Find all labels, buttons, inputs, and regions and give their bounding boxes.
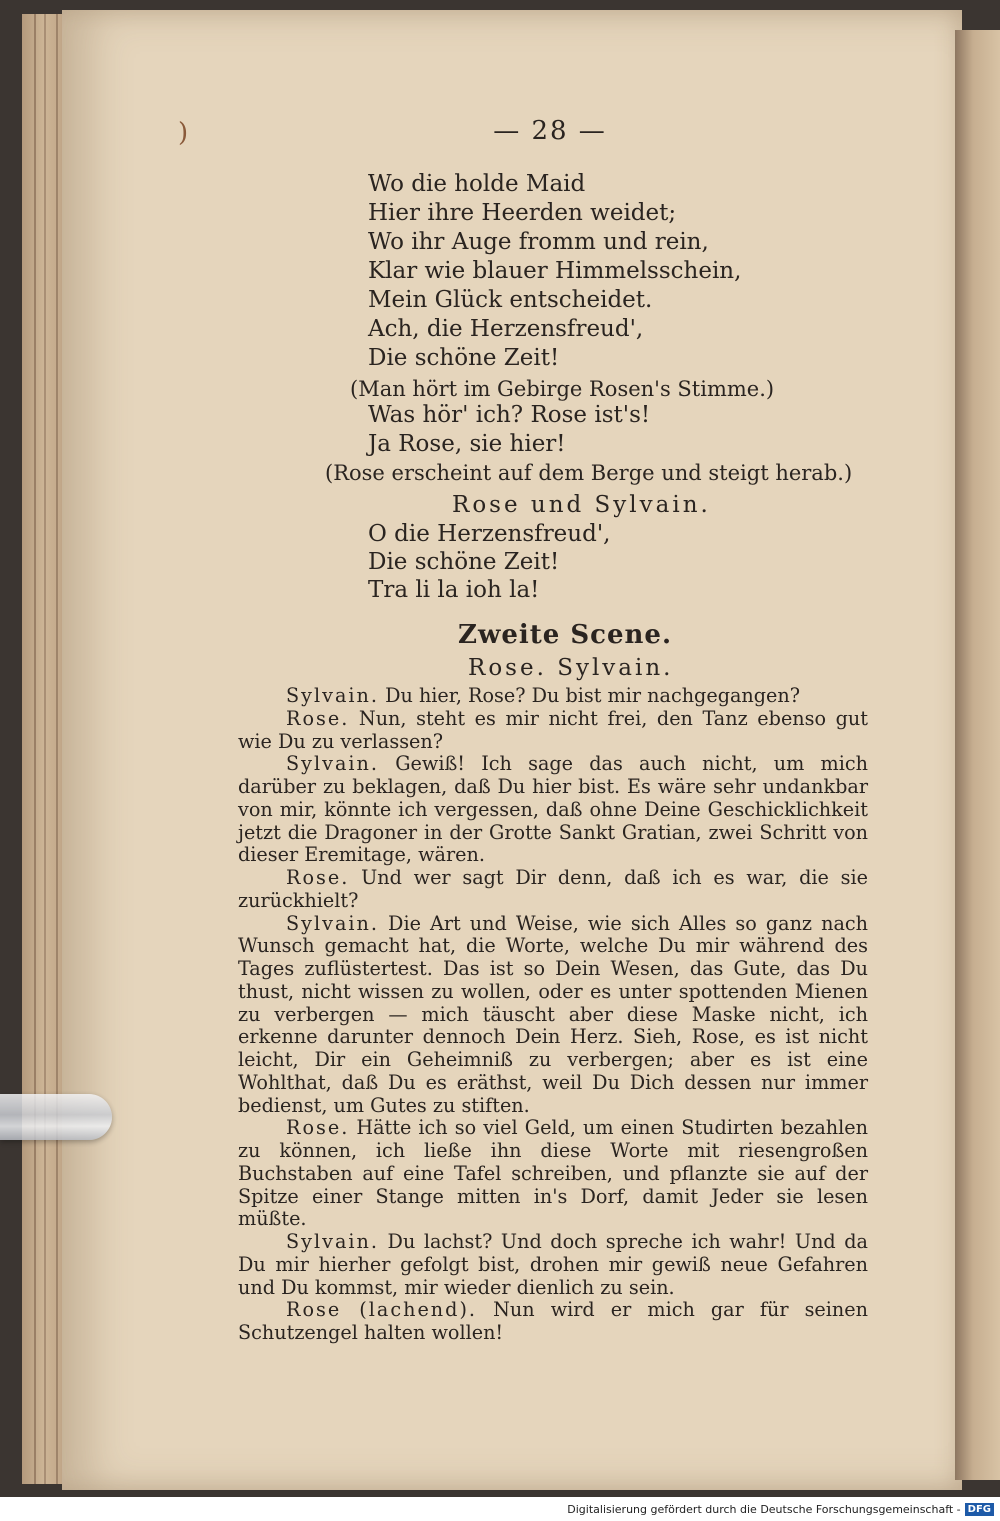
page-number: — 28 —	[493, 116, 607, 146]
duet-heading: Rose und Sylvain.	[452, 492, 711, 518]
dialogue-paragraph	[238, 1231, 868, 1299]
dialogue-text: Gewiß! Ich sage das auch nicht, um mich darüber zu beklagen, daß Du hier bist. Es wäre sehr undankbar von mir, könnte ich vergessen, daß ohne Deine Geschicklichkeit jetzt die Dragoner in der Grotte Sankt Gratian, zwei Schritt von dieser Eremitage, wären.	[238, 752, 868, 867]
verse-line: Wo ihr Auge fromm und rein,	[368, 229, 709, 255]
speaker-name: Rose.	[286, 866, 350, 889]
verse-line: Wo die holde Maid	[368, 171, 586, 197]
dialogue-text: Du lachst? Und doch spreche ich wahr! Und da Du mir hierher gefolgt bist, drohen mir gewiß neue Gefahren und Du kommst, mir wieder dienlich zu sein.	[238, 1230, 868, 1299]
dialogue-paragraph	[238, 708, 868, 754]
dialogue-paragraph	[238, 1299, 868, 1345]
dialogue-text: Nun wird er mich gar für seinen Schutzengel halten wollen!	[238, 1298, 868, 1344]
dfg-logo[interactable]: DFG	[965, 1503, 994, 1516]
scene-cast: Rose. Sylvain.	[468, 655, 674, 681]
stage-direction: (Rose erscheint auf dem Berge und steigt herab.)	[325, 461, 853, 485]
dialogue-text: Du hier, Rose? Du bist mir nachgegangen?	[379, 684, 801, 707]
dialogue-text: Nun, steht es mir nicht frei, den Tanz ebenso gut wie Du zu verlassen?	[238, 706, 868, 753]
verse-line: Die schöne Zeit!	[368, 345, 560, 371]
footer-bar	[0, 1497, 1000, 1521]
stage-direction: (Man hört im Gebirge Rosen's Stimme.)	[350, 377, 775, 401]
dialogue-text: Hätte ich so viel Geld, um einen Studirten bezahlen zu können, ich ließe ihn diese Worte mit riesengroßen Buchstaben auf eine Tafel schreiben, und pflanzte sie auf der Spitze einer Stange mitten in's Dorf, damit Jeder sie lesen müßte.	[238, 1116, 868, 1231]
scene-title: Zweite Scene.	[458, 620, 673, 650]
dialogue-paragraph	[238, 1117, 868, 1231]
speaker-name: Rose (lachend).	[286, 1298, 478, 1322]
dialogue-text: Die Art und Weise, wie sich Alles so ganz nach Wunsch gemacht hat, die Worte, welche Du mir während des Tages zuflüstertest. Das ist so Dein Wesen, das Gute, das Du thust, nicht wissen zu wollen, oder es unter spottenden Mienen zu verbergen — mich täuscht aber diese Maske nicht, ich erkenne darunter dennoch Dein Herz. Sieh, Rose, es ist nicht leicht, Dir ein Geheimniß zu verbergen; aber es ist eine Wohlthat, daß Du es eräthst, weil Du Dich dessen nur immer bedienst, um Gutes zu stiften.	[238, 911, 868, 1117]
dialogue-paragraph	[238, 685, 868, 708]
verse-line: Ja Rose, sie hier!	[368, 431, 566, 457]
dialogue-paragraph	[238, 867, 868, 913]
speaker-name: Sylvain.	[286, 752, 379, 776]
dialogue-paragraph	[238, 913, 868, 1118]
footer-credit: Digitalisierung gefördert durch die Deutsche Forschungsgemeinschaft -	[567, 1502, 961, 1516]
dialogue-text: Und wer sagt Dir denn, daß ich es war, die sie zurückhielt?	[238, 866, 868, 912]
page-clip	[0, 1094, 112, 1140]
verse-line: Was hör' ich? Rose ist's!	[368, 402, 651, 428]
verse-line: Hier ihre Heerden weidet;	[368, 200, 677, 226]
speaker-name: Sylvain.	[286, 684, 379, 707]
speaker-name: Sylvain.	[286, 1230, 379, 1253]
speaker-name: Rose.	[286, 1116, 350, 1140]
verse-line: Die schöne Zeit!	[368, 549, 560, 575]
speaker-name: Sylvain.	[286, 911, 379, 935]
verse-line: Mein Glück entscheidet.	[368, 287, 653, 313]
right-page-edge	[955, 30, 1000, 1480]
dialogue-block	[238, 685, 868, 1345]
speaker-name: Rose.	[286, 706, 350, 730]
dialogue-paragraph	[238, 753, 868, 867]
verse-line: O die Herzensfreud',	[368, 521, 611, 547]
verse-line: Klar wie blauer Himmelsschein,	[368, 258, 742, 284]
verse-line: Tra li la ioh la!	[368, 577, 540, 603]
verse-line: Ach, die Herzensfreud',	[368, 316, 644, 342]
margin-mark: )	[178, 118, 189, 148]
